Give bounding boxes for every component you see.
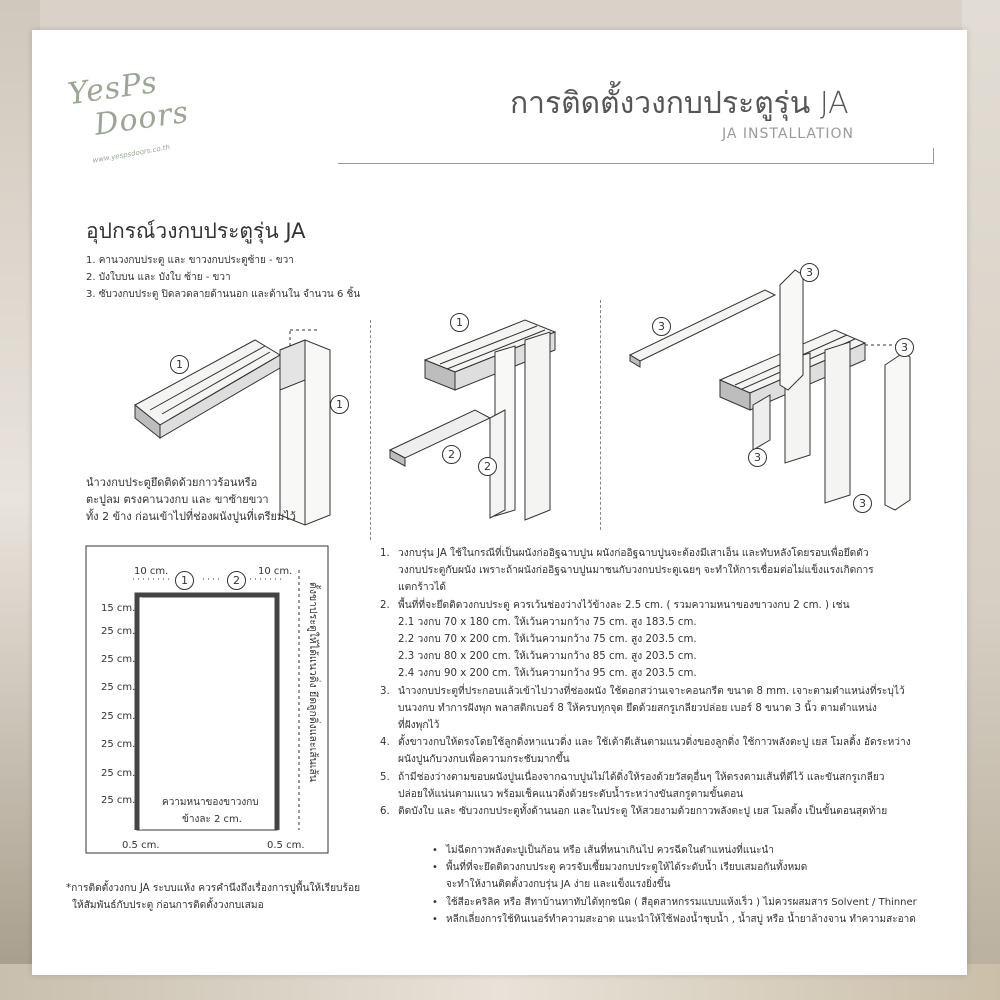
label-1-dim: 1 xyxy=(175,571,194,590)
logo-url: www.yespsdoors.co.th xyxy=(91,143,171,165)
dim-spacing: 25 cm. xyxy=(101,739,136,750)
step-2-sub: 2.1 วงกบ 70 x 180 cm. ให้เว้นความกว้าง 75 cm. สูง 183.5 cm. xyxy=(398,616,697,628)
dim-spacing: 25 cm. xyxy=(101,626,136,637)
parts-heading: อุปกรณ์วงกบประตูรุ่น JA xyxy=(86,219,306,243)
logo-line-2: Doors xyxy=(92,94,192,143)
dim-bottom-right: 0.5 cm. xyxy=(267,840,305,851)
step-5: 5. ถ้ามีช่องว่างตามขอบผนังปูนเนื่องจากฉาบปูนไม่ได้ดิ่งให้รองด้วยวัสดุอื่นๆ ให้ตรงตามเส้นที่ตีไว้ และขันสกรูเกลียว xyxy=(380,771,885,783)
logo-line-1: YesPs xyxy=(65,64,160,113)
tip-item: • พื้นที่ที่จะยึดติดวงกบประตู ควรจับเซี้ยมวงกบประตูให้ได้ระดับน้ำ เรียบเสมอกันทั้งหมด xyxy=(432,859,917,876)
dim-spacing: 25 cm. xyxy=(101,795,136,806)
dim-first: 15 cm. xyxy=(101,603,136,614)
step-3: 3. นำวงกบประตูที่ประกอบแล้วเข้าไปวางที่ช่องผนัง ใช้ดอกสว่านเจาะคอนกรีต ขนาด 8 mm. เจาะตามตำแหน่งที่ระบุไว้ xyxy=(380,685,905,697)
label-3-right-trim: 3 xyxy=(895,338,914,357)
label-2-side-stop: 2 xyxy=(478,457,497,476)
dim-spacing: 25 cm. xyxy=(101,654,136,665)
step-2-sub: 2.3 วงกบ 80 x 200 cm. ให้เว้นความกว้าง 85 cm. สูง 203.5 cm. xyxy=(398,651,697,663)
step-2-sub: 2.4 วงกบ 90 x 200 cm. ให้เว้นความกว้าง 95 cm. สูง 203.5 cm. xyxy=(398,668,697,680)
footnote xyxy=(66,880,360,914)
divider xyxy=(600,300,601,530)
label-3-top-trim: 3 xyxy=(800,263,819,282)
note-line: นำวงกบประตูยึดติดด้วยกาวร้อนหรือ xyxy=(86,476,258,489)
step-3-cont: บนวงกบ ทำการฝังพุก พลาสติกเบอร์ 8 ให้ครบทุกจุด ยึดด้วยสกรูเกลียวปล่อย เบอร์ 8 ขนาด 3 นิ้ว ตามตำแหน่ง xyxy=(398,702,877,714)
label-1-jamb: 1 xyxy=(330,395,349,414)
label-3-left-trim: 3 xyxy=(652,317,671,336)
dim-spacing: 25 cm. xyxy=(101,768,136,779)
label-1-beam: 1 xyxy=(170,355,189,374)
frame-trim-diagram xyxy=(625,265,915,515)
installation-steps xyxy=(380,545,940,820)
parts-item: 2. บังใบบน และ บังใบ ซ้าย - ขวา xyxy=(86,272,231,283)
note-line: ทั้ง 2 ข้าง ก่อนเข้าไปที่ช่องผนังปูนที่เตรียมไว้ xyxy=(86,510,296,523)
divider xyxy=(370,320,371,540)
step-1-cont: แตกร้าวได้ xyxy=(398,582,447,594)
step-4-cont: ผนังปูนกับวงกบเพื่อความกระชับมากขึ้น xyxy=(398,754,570,766)
tips-list xyxy=(432,842,917,928)
step-3-cont: ที่ฝังพุกไว้ xyxy=(398,720,440,732)
tip-item: • ใช้สีอะคริลิค หรือ สีทาบ้านทาทับได้ทุกชนิด ( สีอุตสาหกรรมแบบแห้งเร็ว ) ไม่ควรผสมสาร Solvent / Thinner xyxy=(432,894,917,911)
dim-top-left: 10 cm. xyxy=(134,566,169,577)
step-5-cont: ปล่อยให้แน่นตามแนว พร้อมเช็คแนวดิ่งด้วยระดับน้ำระหว่างขันสกรูตามขั้นตอน xyxy=(398,788,744,800)
tip-item: • ไม่ฉีดกาวพลังตะปูเป็นก้อน หรือ เส้นที่หนาเกินไป ควรฉีดในตำแหน่งที่แนะนำ xyxy=(432,842,917,859)
parts-item: 1. คานวงกบประตู และ ขาวงกบประตูซ้าย - ขวา xyxy=(86,255,294,266)
parts-list xyxy=(86,252,360,303)
label-2-dim: 2 xyxy=(227,571,246,590)
footnote-line: ให้สัมพันธ์กับประตู ก่อนการติดตั้งวงกบเสมอ xyxy=(72,900,264,911)
parts-item: 3. ซับวงกบประตู ปิดลวดลายด้านนอก และด้านใน จำนวน 6 ชิ้น xyxy=(86,289,361,300)
plumb-instruction: ตั้งขาประตูให้ได้แนวดิ่ง ยึดลูกดิ่งและเส้นเส้น xyxy=(307,582,319,782)
page-title: การติดตั้งวงกบประตูรุ่น JA xyxy=(510,86,849,121)
dim-spacing: 25 cm. xyxy=(101,711,136,722)
note-line: ตะปูลม ตรงคานวงกบ และ ขาซ้ายขวา xyxy=(86,493,269,506)
title-underline-tick xyxy=(933,148,934,164)
thickness-label-1: ความหนาของขาวงกบ xyxy=(162,797,259,808)
tip-item: • หลีกเลี่ยงการใช้ทินเนอร์ทำความสะอาด แนะนำให้ใช้ฟองน้ำชุบน้ำ , น้ำสบู่ หรือ น้ำยาล้างจาน ทำความสะอาด xyxy=(432,911,917,928)
step-1: 1. วงกบรุ่น JA ใช้ในกรณีที่เป็นผนังก่ออิฐฉาบปูน ผนังก่ออิฐฉาบปูนจะต้องมีเสาเอ็น และทับหลังโดยรอบเพื่อยึดตัว xyxy=(380,548,869,559)
step-4: 4. ตั้งขาวงกบให้ตรงโดยใช้ลูกดิ่งหาแนวดิ่ง และ ใช้เต้าตีเส้นตามแนวดิ่งของลูกดิ่ง ใช้กาวพลังตะปู เยส โมลดิ้ง อัดระหว่าง xyxy=(380,737,911,749)
background-right xyxy=(962,0,1000,1000)
step-2: 2. พื้นที่ที่จะยึดติดวงกบประตู ควรเว้นช่องว่างไว้ข้างละ 2.5 cm. ( รวมความหนาของขาวงกบ 2 cm. ) เช่น xyxy=(380,599,850,611)
label-3-inner-trim: 3 xyxy=(748,448,767,467)
thickness-label-2: ข้างละ 2 cm. xyxy=(182,814,242,825)
tip-item-cont: จะทำให้งานติดตั้งวงกบรุ่น JA ง่าย และแข็งแรงยิ่งขึ้น xyxy=(446,879,671,891)
label-2-top-stop: 2 xyxy=(442,445,461,464)
dim-bottom-left: 0.5 cm. xyxy=(122,840,160,851)
step-6: 6. ติดบังใบ และ ซับวงกบประตูทั้งด้านนอก และในประตู ให้สวยงามด้วยกาวพลังตะปู เยส โมลดิ้ง เป็นขั้นตอนสุดท้าย xyxy=(380,806,888,818)
step-2-sub: 2.2 วงกบ 70 x 200 cm. ให้เว้นความกว้าง 75 cm. สูง 203.5 cm. xyxy=(398,634,697,646)
label-3-bottom-trim: 3 xyxy=(853,494,872,513)
page-subtitle: JA INSTALLATION xyxy=(722,126,855,142)
step-1-cont: วงกบประตูกับผนัง เพราะถ้าผนังก่ออิฐฉาบปูนมาชนกับวงกบประตูเฉยๆ จะทำให้การเชื่อมต่อไม่แข็งแรงเกิดการ xyxy=(398,565,874,577)
assembly-note xyxy=(86,474,296,525)
dim-spacing: 25 cm. xyxy=(101,682,136,693)
dim-top-right: 10 cm. xyxy=(258,566,293,577)
title-underline xyxy=(338,163,934,164)
footnote-line: *การติดตั้งวงกบ JA ระบบแห้ง ควรคำนึงถึงเรื่องการปูพื้นให้เรียบร้อย xyxy=(66,883,361,894)
frame-stops-diagram xyxy=(385,300,585,530)
label-1-assembled: 1 xyxy=(450,313,469,332)
